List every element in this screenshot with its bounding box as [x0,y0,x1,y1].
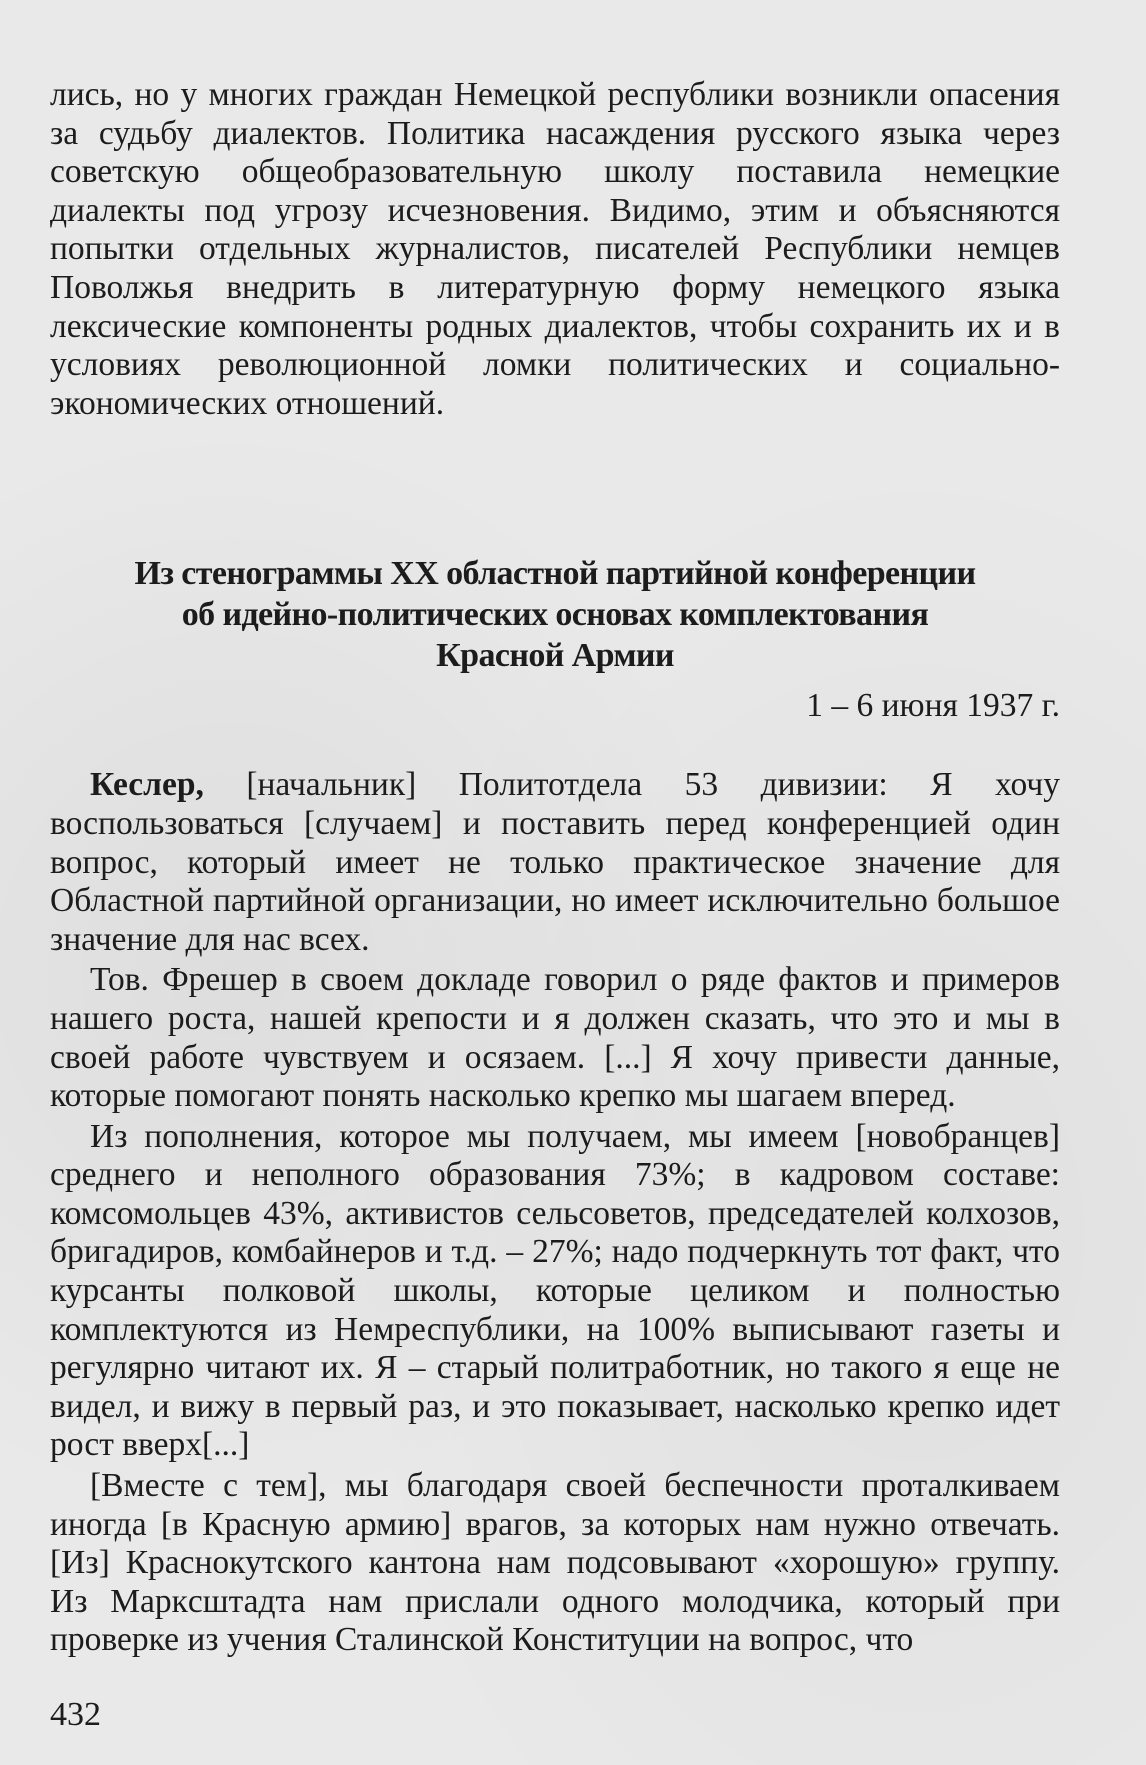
document-date: 1 – 6 июня 1937 г. [806,687,1060,725]
text-column [50,76,1060,1660]
heading-line-2: об идейно-политических основах комплектования [181,596,929,634]
heading-line-3: Красной Армии [436,637,674,675]
speech-paragraph-2: Тов. Фрешер в своем докладе говорил о ряде фактов и примеров нашего роста, нашей крепости и я должен сказать, что это и мы в своей работе чувствуем и осязаем. [...] Я хочу привести данные, которые помогают понять насколько крепко мы шагаем вперед. [50,961,1060,1115]
document-heading [50,553,1060,676]
page-number: 432 [50,1696,101,1733]
speech-body [50,766,1060,1660]
speaker-name: Кеслер, [90,766,204,804]
speech-paragraph-3: Из пополнения, которое мы получаем, мы имеем [новобранцев] среднего и неполного образования 73%; в кадровом составе: комсомольцев 43%, активистов сельсоветов, председателей колхозов, бригадиров, комбайнеров и т.д. – 27%; надо подчеркнуть тот факт, что курсанты полковой школы, которые целиком и полностью комплектуются из Немреспублики, на 100% выписывают газеты и регулярно читают их. Я – старый политработник, но такого я еще не видел, и вижу в первый раз, и это показывает, насколько крепко идет рост вверх[...] [50,1117,1060,1464]
speech-paragraph-1 [50,766,1060,959]
speech-paragraph-1-text: [начальник] Политотдела 53 дивизии: Я хочу воспользоваться [случаем] и поставить перед конференцией один вопрос, который имеет не только практическое значение для Областной партийной организации, но имеет исключительно большое значение для нас всех. [50,766,1060,958]
intro-paragraph: лись, но у многих граждан Немецкой республики возникли опасения за судьбу диалектов. Политика насаждения русского языка через советскую общеобразовательную школу поставила немецкие диалекты под угрозу исчезновения. Видимо, этим и объясняются попытки отдельных журналистов, писателей Республики немцев Поволжья внедрить в литературную форму немецкого языка лексические компоненты родных диалектов, чтобы сохранить их и в условиях революционной ломки политических и социально-экономических отношений. [50,76,1060,422]
speech-paragraph-4: [Вместе с тем], мы благодаря своей беспечности проталкиваем иногда [в Красную армию] врагов, за которых нам нужно отвечать. [Из] Краснокутского кантона нам подсовывают «хорошую» группу. Из Маркcштадта нам прислали одного молодчика, который при проверке из учения Сталинской Конституции на вопрос, что [50,1467,1060,1659]
heading-line-1: Из стенограммы XX областной партийной конференции [134,555,976,593]
